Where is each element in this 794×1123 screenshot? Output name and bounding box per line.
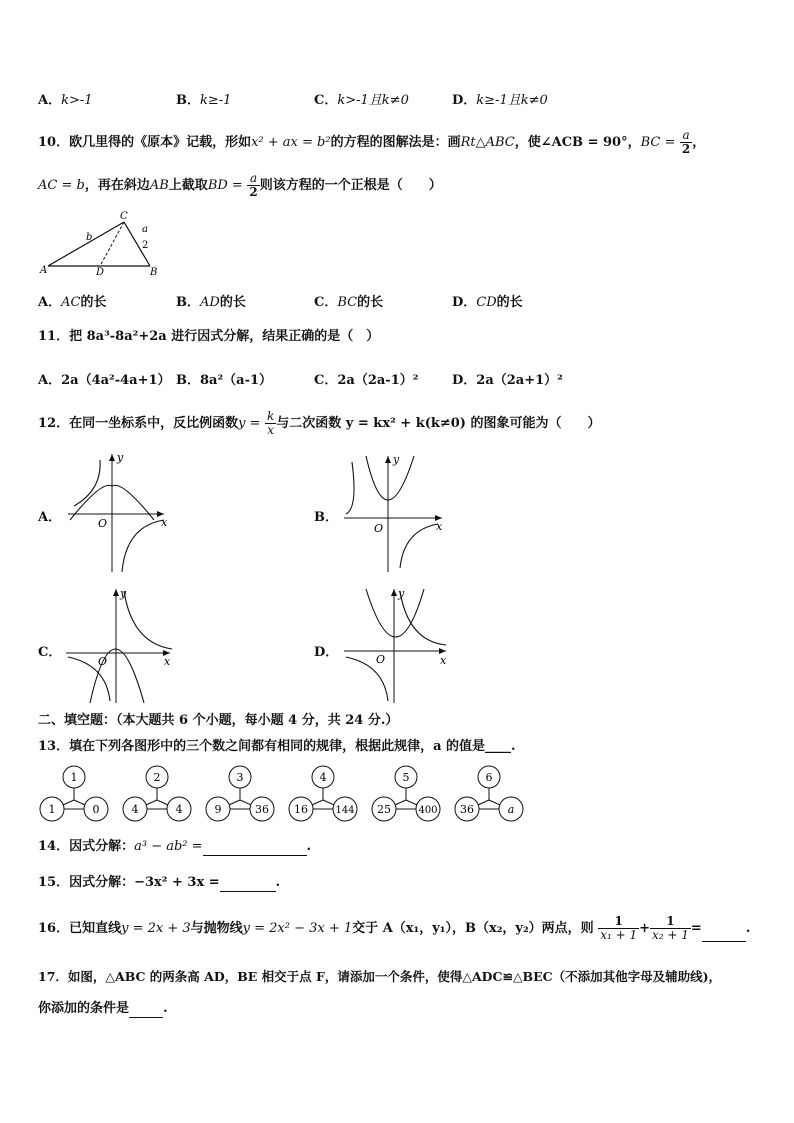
q12-fraction-k-over-x: $\frac{k}{x}$ — [267, 409, 275, 437]
q10-label-d: D — [96, 267, 105, 276]
q15-answer-blank[interactable] — [220, 891, 276, 892]
q13-triangle-4 — [287, 765, 359, 823]
svg-text:O: O — [376, 653, 386, 666]
q13-node-top-value: 1 — [70, 771, 78, 784]
q17-stem-line2: 你添加的条件是 . — [38, 1001, 168, 1016]
q13-triangle-5 — [370, 765, 442, 823]
q13-node-left-value: 16 — [294, 803, 308, 816]
q12-graph-a — [60, 450, 172, 575]
q13-node-top-value: 2 — [153, 771, 161, 784]
q11-option-c: C．2a（2a-1）² — [314, 373, 419, 388]
q10-label-b-side: b — [86, 232, 93, 243]
q13-node-top-value: 3 — [236, 771, 244, 784]
q13-triangle-1 — [38, 765, 110, 823]
q11-option-d: D．2a（2a+1）² — [452, 373, 563, 388]
q16-fraction-1: $\frac{1}{\text{x₁ + 1}}$ — [600, 914, 638, 942]
q11-option-b: B．8a²（a-1） — [176, 373, 273, 388]
q10-fraction-a-over-2: $\frac{a}{2}$ — [681, 128, 691, 156]
q15-stem: 15．因式分解：−3x² + 3x = . — [38, 875, 281, 890]
svg-text:O: O — [98, 517, 108, 530]
q13-node-left-value: 4 — [131, 803, 139, 816]
svg-text:x: x — [164, 655, 171, 668]
q10-option-c: C．BC的长 — [314, 295, 384, 310]
q13-node-left-value: 1 — [48, 803, 56, 816]
q13-node-left-value: 36 — [460, 803, 474, 816]
svg-text:y: y — [120, 587, 127, 600]
q9-option-b: B．k≥-1 — [176, 93, 232, 108]
q13-node-right-value: 0 — [92, 803, 100, 816]
q16-fraction-2: $\frac{1}{\text{x₂ + 1}}$ — [652, 914, 689, 942]
q10-label-b: B — [150, 267, 158, 276]
section-2-heading: 二、填空题：（本大题共 6 个小题，每小题 4 分，共 24 分.） — [38, 713, 399, 728]
svg-text:x: x — [161, 516, 168, 529]
q10-triangle-figure — [36, 210, 166, 276]
q12-label-a: A． — [38, 510, 62, 525]
q13-node-top-value: 6 — [485, 771, 493, 784]
q10-label-c: C — [120, 211, 128, 222]
q11-option-a: A．2a（4a²-4a+1） — [38, 373, 171, 388]
q12-graph-b — [340, 452, 450, 574]
q12-stem: 12．在同一坐标系中，反比例函数y = $\frac{k}{x}$ 与二次函数 y = kx² + k(k≠0) 的图象可能为（ ） — [38, 409, 601, 437]
q13-node-right-value: a — [507, 803, 515, 816]
q10-label-a-side: a — [142, 224, 148, 235]
q10-option-d: D．CD的长 — [452, 295, 523, 310]
q10-stem-line2: AC = b，再在斜边AB上截取BD = $\frac{a}{2}$ 则该方程的一个正根是（ ） — [38, 171, 442, 199]
svg-text:x: x — [436, 520, 443, 533]
q14-stem: 14．因式分解：a³ − ab² = . — [38, 839, 312, 854]
q11-stem: 11．把 8a³-8a²+2a 进行因式分解，结果正确的是（ ） — [38, 329, 380, 344]
q9-option-c: C．k>-1且k≠0 — [314, 93, 409, 108]
svg-text:O: O — [98, 655, 108, 668]
q10-option-b: B．AD的长 — [176, 295, 246, 310]
q13-node-top-value: 4 — [319, 771, 327, 784]
q12-graph-c — [60, 585, 180, 705]
q12-label-c: C． — [38, 645, 62, 660]
q16-answer-blank[interactable] — [702, 941, 746, 942]
q14-answer-blank[interactable] — [203, 855, 307, 856]
q13-node-right-value: 36 — [255, 803, 269, 816]
q10-label-a: A — [40, 265, 48, 276]
q10-stem-line1: 10．欧几里得的《原本》记载，形如x² + ax = b²的方程的图解法是：画Rt△ABC，使∠ACB = 90°，BC = $\frac{a}{2}$ ， — [38, 128, 706, 156]
svg-text:y: y — [398, 587, 405, 600]
q10-label-two: 2 — [142, 240, 149, 251]
svg-text:x: x — [440, 654, 447, 667]
q13-triangle-3 — [204, 765, 276, 823]
svg-text:O: O — [374, 522, 384, 535]
q13-node-right-value: 4 — [175, 803, 183, 816]
q13-node-right-value: 144 — [335, 805, 355, 816]
q13-triangle-6 — [453, 765, 525, 823]
svg-text:y: y — [117, 451, 124, 464]
q13-triangle-2 — [121, 765, 193, 823]
q13-node-left-value: 9 — [214, 803, 222, 816]
q17-answer-blank[interactable] — [129, 1017, 163, 1018]
svg-text:y: y — [393, 453, 400, 466]
q10-fraction-a-over-2b: $\frac{a}{2}$ — [249, 171, 258, 199]
q17-stem-line1: 17．如图，△ABC 的两条高 AD，BE 相交于点 F，请添加一个条件，使得△ADC≌△BEC（不添加其他字母及辅助线)， — [38, 969, 722, 984]
q13-node-right-value: 400 — [418, 805, 438, 816]
q12-label-d: D． — [314, 645, 339, 660]
q16-stem: 16．已知直线y = 2x + 3与抛物线y = 2x² − 3x + 1交于 A（x₁，y₁），B（x₂，y₂）两点，则 $\frac{1}{\text{x₁ + 1}}$ + $\frac{1}{\text{x₂ + 1}}$ = . — [38, 914, 751, 942]
q9-option-a: A．k>-1 — [38, 93, 93, 108]
q10-option-a: A．AC的长 — [38, 295, 107, 310]
q12-graph-d — [338, 585, 450, 705]
q13-stem: 13．填在下列各图形中的三个数之间都有相同的规律，根据此规律，a 的值是____. — [38, 739, 516, 754]
q12-label-b: B． — [314, 510, 338, 525]
q9-option-d: D．k≥-1且k≠0 — [452, 93, 548, 108]
q13-node-left-value: 25 — [377, 803, 391, 816]
q13-node-top-value: 5 — [402, 771, 410, 784]
